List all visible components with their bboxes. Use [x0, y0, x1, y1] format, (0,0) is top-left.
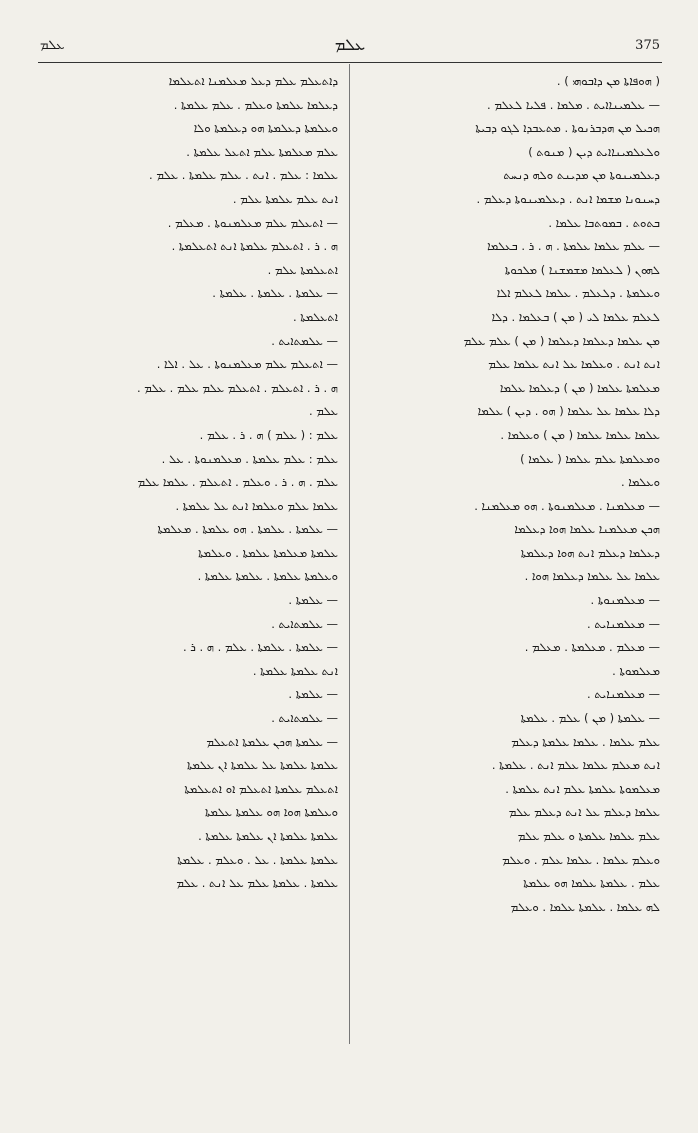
- text-line: ܘܥܠܡ ܥܠܡܐ . ܥܠܡܐ ܥܠܡ . ܘܥܠܡ: [502, 852, 660, 867]
- text-line: — ܐܬܥܠܡ ܥܠܡ ܡܥܠܡܢܘܬܐ . ܡܥܠܡ .: [167, 215, 338, 230]
- text-line: ܘܥܠܡܬܐ ܥܠܡܬܐ . ܥܠܡܬܐ ܥܠܡܬܐ .: [197, 569, 338, 584]
- text-line: ܡܢ ܥܠܡܐ ܕܥܠܡܐ ܕܥܠܡܐ ( ܡܢ ) ܥܠܡ ܥܠܡ: [463, 333, 660, 348]
- text-line: ܥܠܡܐ ܥܠܡ ܘܥܠܡܐ ܐܢܬ ܥܠ ܥܠܡܬܐ .: [175, 498, 338, 513]
- text-line: — ܥܠܡܬܐ . ܥܠܡܬܐ . ܗܘ ܥܠܡܬܐ . ܡܥܠܡܬܐ: [157, 522, 338, 537]
- text-line: — ܥܠܡܬܐ . ܥܠܡܬܐ . ܥܠܡ . ܗ . ܪ .: [182, 640, 338, 655]
- text-line: — ܥܠܡܬܐ ( ܡܢ ) ܥܠܡ . ܥܠܡܬܐ: [520, 711, 660, 726]
- text-line: ܕܥܠܡܐ ܕܥܠܡ ܐܢܬ ܗܘܐ ܕܥܠܡܬܐ: [520, 545, 660, 560]
- text-line: ܥܠܡ . ܥܠܡܬܐ ܥܠܡܐ ܗܘ ܥܠܡܬܐ: [523, 876, 660, 891]
- text-line: — ܡܥܠܡܢܐܝܬ .: [587, 687, 660, 702]
- column-divider: [349, 64, 350, 1044]
- text-line: ܥܠܡܐ ܕܥܠܡ ܥܠ ܐܢܬ ܕܥܠܡ ܥܠܡ: [508, 805, 660, 820]
- text-line: ܘܠܥܠܡܝܢܐܐܝܬ ܕܝܢ ( ܡܢܘܬ ): [528, 144, 660, 159]
- text-line: — ܡܥܠܡ . ܡܥܠܡܬܐ . ܡܥܠܡ .: [524, 640, 660, 655]
- text-line: ܥܠܡܐ : ܥܠܡ . ܐܢܬ . ܥܠܡ ܥܠܡܬܐ . ܥܠܡ .: [149, 168, 338, 183]
- text-line: ܥܠܡ ܥܠܡܐ ܥܠܡܬܐ ܘ ܥܠܡ ܥܠܡ: [517, 829, 660, 843]
- text-line: ܡܥܠܡܘܬܐ ܥܠܡܬܐ ܥܠܡ ܐܢܬ ܥܠܡܬܐ .: [505, 781, 660, 796]
- text-line: — ܥܠܡܝܢܐܐܝܬ . ܡܠܡܐ . ܦܠܝܐ ܠܥܠܡ .: [487, 97, 660, 112]
- text-line: — ܐܬܥܠܡ ܥܠܡ ܡܥܠܡܢܘܬܐ . ܥܠ . ܐܠܐ .: [156, 357, 338, 372]
- text-line: ܘܡܥܠܡܬܐ ܥܠܡ ܥܠܡܐ ( ܥܠܡܐ ): [520, 451, 660, 466]
- text-line: ܕܐܬܥܠܡ ܥܠܡ ܕܥܠ ܡܥܠܡܢܐ ܐܬܥܠܡܐ: [168, 74, 338, 88]
- text-line: ܥܠܡ : ܥܠܡ ܥܠܡܬܐ . ܡܥܠܡܢܘܬܐ . ܥܠ .: [161, 451, 338, 466]
- text-line: ܘܥܠܡܬܐ ܕܥܠܡܬܐ ܗܘ ܕܥܠܡܬܐ ܘܠܐ: [193, 121, 338, 136]
- text-line: ܕܥܠܡܝܢܘܬܐ ܡܢ ܡܕܝܢܬ ܘܠܗ ܕܢܚܬ: [503, 168, 660, 183]
- page-number: 375: [635, 37, 660, 53]
- text-line: ܕܠܐ ܥܠܡܐ ܥܠ ܥܠܡܐ ( ܗܘ . ܕܝܢ ) ܥܠܡܐ: [477, 404, 660, 419]
- text-line: ܠܗܘܢ ( ܠܥܠܡܐ ܡܫܡܫܢܐ ) ܡܠܟܘܬܐ: [504, 262, 660, 277]
- text-line: ܘܥܠܡܐ .: [620, 475, 660, 490]
- text-line: ܡܥܠܡܬܐ ܥܠܡܐ ( ܡܢ ) ܕܥܠܡܐ ܥܠܡܐ: [499, 380, 660, 395]
- text-line: ܥܠܡܬܐ . ܥܠܡܬܐ ܥܠܡ ܥܠ ܐܢܬ . ܥܠܡ: [176, 876, 338, 891]
- text-line: ܐܢܬ ܡܥܠܡ ܥܠܡܐ ܥܠܡ ܐܢܬ . ܥܠܡܬܐ .: [491, 758, 660, 773]
- text-line: ܥܠܡܐ ܥܠ ܥܠܡܐ ܕܥܠܡܐ ܗܘܐ .: [524, 569, 660, 584]
- text-line: ܥܠܡܬܐ ܥܠܡܬܐ . ܥܠ . ܘܥܠܡ . ܥܠܡܬܐ: [177, 852, 338, 867]
- text-line: — ܥܠܡܬܐܝܬ .: [271, 711, 338, 726]
- text-line: — ܥܠܡܬܐ .: [288, 593, 338, 608]
- text-line: — ܥܠܡܬܐܝܬ .: [271, 616, 338, 631]
- text-line: ܥܠܡ ܡܥܠܡܬܐ ܥܠܡ ܐܬܥܠ ܥܠܡܬܐ .: [186, 144, 338, 159]
- text-line: ܐܬܥܠܡܬܐ ܥܠܡ .: [267, 262, 338, 277]
- header-rule: [38, 62, 662, 63]
- page-headword: ܥܠܡ: [334, 35, 366, 54]
- text-line: ܥܠܡܬܐ ܥܠܡܬܐ ܐܢ ܥܠܡܬܐ ܥܠܡܬܐ .: [198, 829, 338, 843]
- text-line: ܐܢܬ ܥܠܡܬܐ ܥܠܡܬܐ .: [252, 663, 338, 678]
- text-line: ܥܠܡ .: [308, 404, 338, 419]
- text-line: ܗܟܝܠ ܡܢ ܗܕܒܪܢܘܬܐ . ܡܬܥܒܕܐ ܠܓܘ ܕܒܝܬܐ: [475, 121, 660, 136]
- text-line: ܗ . ܪ . ܐܬܥܠܡ . ܐܬܥܠܡ ܥܠܡ ܥܠܡ . ܥܠܡ .: [136, 380, 338, 395]
- text-line: ܒܬܘܬ . ܒܡܘܬܒܐ ܥܠܡܐ .: [548, 215, 660, 230]
- text-line: ܠܗ ܥܠܡܐ . ܥܠܡܬܐ ܥܠܡܐ . ܘܥܠܡ: [510, 899, 660, 914]
- text-line: ܥܠܡ . ܗ . ܪ . ܘܥܠܡ . ܐܬܥܠܡ . ܥܠܡܐ ܥܠܡ: [137, 475, 338, 490]
- text-line: — ܡܥܠܡܢܘܬܐ .: [590, 593, 660, 608]
- text-line: ܥܠܡܬܐ ܡܥܠܡܬܐ ܥܠܡܬܐ . ܘܥܠܡܬܐ: [198, 545, 338, 560]
- text-line: ܠܥܠܡ ܥܠܡܐ ܠܝ ( ܡܢ ) ܒܥܠܡܐ . ܕܠܐ: [491, 309, 660, 324]
- text-line: ܘܥܠܡܬܐ ܗܘܐ ܗܘ ܥܠܡܬܐ ܥܠܡܬܐ: [204, 805, 338, 820]
- text-line: ܐܢܬ ܐܢܬ . ܘܥܠܡܐ ܥܠ ܐܢܬ ܥܠܡܐ ܥܠܡ: [488, 357, 660, 372]
- running-head: ܥܠܡ: [40, 37, 65, 53]
- text-line: ( ܗܘܦܐܬܐ ܡܢ ܕܐܒܘܗܝ ) .: [556, 74, 660, 88]
- text-line: ܕܚܢܘܢܐ ܡܫܡܐ ܐܢܬ . ܕܥܠܡܝܢܘܬܐ ܕܥܠܡ .: [476, 191, 660, 206]
- text-line: ܗ . ܪ . ܐܬܥܠܡ ܥܠܡܬܐ ܐܢܬ ܐܬܥܠܡܬܐ .: [171, 239, 338, 254]
- text-line: ܐܬܥܠܡܬܐ .: [293, 309, 338, 324]
- text-line: — ܡܥܠܡܢܐܝܬ .: [587, 616, 660, 631]
- text-line: ܥܠܡ : ( ܥܠܡ ) ܗ . ܪ . ܥܠܡ .: [199, 427, 338, 442]
- text-line: ܗܟܢ ܡܥܠܡܢܐ ܥܠܡܐ ܗܘܐ ܕܥܠܡܐ: [514, 522, 660, 537]
- page-header: [40, 34, 660, 56]
- text-line: — ܥܠܡܬܐ .: [288, 687, 338, 702]
- text-line: — ܡܥܠܡܢܐ . ܡܥܠܡܢܘܬܐ . ܗܘ ܡܥܠܡܢܐ .: [474, 498, 660, 513]
- text-line: ܥܠܡܐ ܥܠܡܐ ܥܠܡܐ ( ܡܢ ) ܘܥܠܡܐ .: [500, 427, 660, 442]
- text-line: ܐܬܥܠܡ ܥܠܡܬܐ ܐܬܥܠܡ ܐܘ ܐܬܥܠܡܬܐ: [184, 781, 338, 796]
- right-column: [360, 70, 660, 919]
- text-line: ܕܥܠܡܐ ܥܠܡܬܐ ܘܥܠܡ . ܥܠܡ ܥܠܡܬܐ .: [173, 97, 338, 112]
- text-line: ܘܥܠܡܬܐ . ܕܠܥܠܡ . ܥܠܡܐ ܠܥܠܡ ܐܠܐ: [496, 286, 660, 301]
- text-line: ܥܠܡܬܐ ܥܠܡܬܐ ܥܠ ܥܠܡܬܐ ܐܢ ܥܠܡܬܐ: [187, 758, 338, 773]
- text-line: — ܥܠܡܬܐܝܬ .: [271, 333, 338, 348]
- text-line: ܐܢܬ ܥܠܡ ܥܠܡܬܐ ܥܠܡ .: [232, 191, 338, 206]
- text-line: — ܥܠܡܬܐ . ܥܠܡܬܐ . ܥܠܡܬܐ .: [212, 286, 338, 301]
- text-line: — ܥܠܡ ܥܠܡܐ ܥܠܡܬܐ . ܗ . ܪ . ܒܥܠܡܐ: [487, 239, 660, 254]
- left-column: [38, 70, 338, 896]
- text-line: ܡܥܠܡܘܬܐ .: [612, 663, 660, 678]
- text-line: ܥܠܡ ܥܠܡܐ . ܥܠܡܐ ܥܠܡܬܐ ܕܥܠܡ: [511, 734, 660, 749]
- text-line: — ܥܠܡܬܐ ܗܟܢ ܥܠܡܬܐ ܐܬܥܠܡ: [206, 734, 338, 749]
